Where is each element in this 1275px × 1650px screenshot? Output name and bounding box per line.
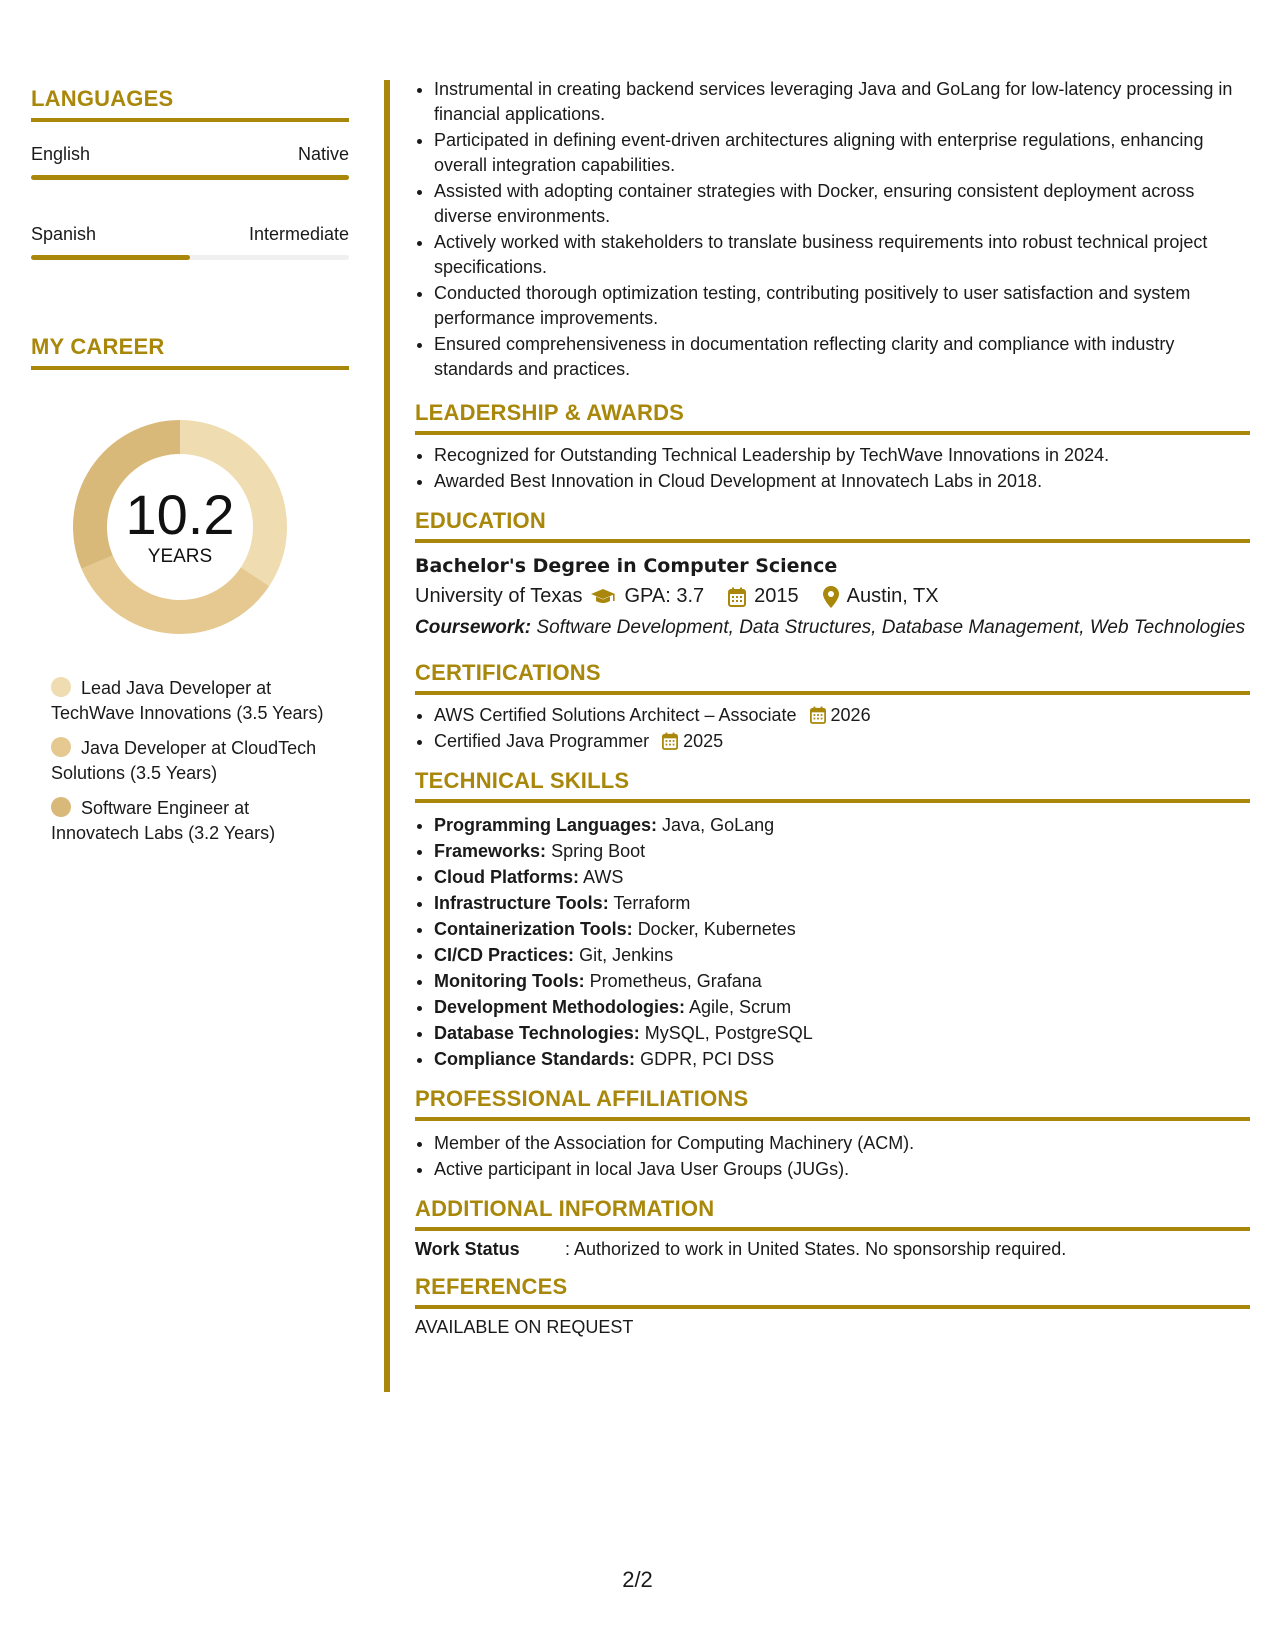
calendar-icon [728,587,746,607]
cert-name: AWS Certified Solutions Architect – Associate [434,705,797,725]
affiliations-section [415,1086,1250,1182]
gpa: GPA: 3.7 [624,585,705,607]
career-heading: MY CAREER [31,334,349,370]
additional-heading: ADDITIONAL INFORMATION [415,1196,1250,1231]
coursework [415,616,1250,640]
affiliations-heading: PROFESSIONAL AFFILIATIONS [415,1086,1250,1121]
skill-value: GDPR, PCI DSS [640,1049,775,1069]
references-section [415,1274,1250,1338]
legend-label: Software Engineer at Innovatech Labs (3.2 Years) [51,798,276,843]
list-item [434,729,1250,754]
list-item [434,865,1250,890]
references-text: AVAILABLE ON REQUEST [415,1317,634,1337]
language-proficiency-fill [31,255,190,260]
skill-value: Terraform [613,893,691,913]
legend-item [51,736,341,786]
left-column [31,86,349,856]
skill-label: Monitoring Tools: [434,971,585,991]
skills-heading: TECHNICAL SKILLS [415,768,1250,803]
location-pin-icon [823,586,839,608]
skill-value: Git, Jenkins [579,945,674,965]
experience-bullets [415,77,1250,382]
school-name: University of Texas [415,585,583,607]
coursework-list: Software Development, Data Structures, Database Management, Web Technologies [536,617,1246,638]
legend-dot [51,797,71,817]
list-item [434,995,1250,1020]
column-divider [384,80,390,1392]
legend-dot [51,737,71,757]
list-item [434,703,1250,728]
skill-value: Prometheus, Grafana [589,971,762,991]
calendar-icon [662,732,678,750]
list-item [434,813,1250,838]
skill-value: Docker, Kubernetes [637,919,796,939]
legend-dot [51,677,71,697]
degree-title: Bachelor's Degree in Computer Science [415,555,838,577]
list-item [434,1021,1250,1046]
list-item [434,969,1250,994]
work-status-value: : Authorized to work in United States. No sponsorship required. [565,1239,1067,1259]
language-proficiency-bar [31,175,349,180]
list-item: • Participated in defining event-driven architectures aligning with enterprise regulations, enhancing overall integration capabilities. [434,128,1250,178]
leadership-section [415,400,1250,494]
list-item: • Assisted with adopting container strategies with Docker, ensuring consistent deployment across diverse environments. [434,179,1250,229]
legend-item [51,676,341,726]
skill-label: Infrastructure Tools: [434,893,609,913]
list-item: • Instrumental in creating backend services leveraging Java and GoLang for low-latency processing in financial applications. [434,77,1250,127]
work-status-row [415,1239,1250,1260]
skill-label: Frameworks: [434,841,547,861]
list-item: • Ensured comprehensiveness in documentation reflecting clarity and compliance with industry standards and practices. [434,332,1250,382]
skill-value: Agile, Scrum [689,997,792,1017]
certifications-heading: CERTIFICATIONS [415,660,1250,695]
languages-heading: LANGUAGES [31,86,349,122]
cert-name: Certified Java Programmer [434,731,650,751]
graduation-year: 2015 [754,585,799,607]
career-total-years: 10.2 [125,483,235,546]
language-proficiency-bar [31,255,349,260]
language-spanish [31,224,349,260]
legend-label: Lead Java Developer at TechWave Innovations (3.5 Years) [51,678,324,723]
career-total-unit: YEARS [147,546,213,567]
list-item: • Conducted thorough optimization testing, contributing positively to user satisfaction and system performance improvements. [434,281,1250,331]
skill-value: MySQL, PostgreSQL [644,1023,813,1043]
leadership-heading: LEADERSHIP & AWARDS [415,400,1250,435]
skill-label: Programming Languages: [434,815,658,835]
language-level: Intermediate [248,224,349,244]
list-item: • Awarded Best Innovation in Cloud Development at Innovatech Labs in 2018. [434,469,1250,494]
list-item [434,1047,1250,1072]
language-name: English [31,144,91,164]
legend-item [51,796,341,846]
list-item: • Recognized for Outstanding Technical Leadership by TechWave Innovations in 2024. [434,443,1250,468]
career-donut-chart [65,412,295,642]
language-name: Spanish [31,224,97,244]
list-item [434,917,1250,942]
skill-label: CI/CD Practices: [434,945,575,965]
education-details [415,585,1250,608]
right-column [415,80,1250,1338]
school-location: Austin, TX [846,585,939,607]
skill-value: Java, GoLang [662,815,775,835]
skill-label: Cloud Platforms: [434,867,580,887]
skill-label: Development Methodologies: [434,997,686,1017]
additional-section [415,1196,1250,1260]
cert-year: 2026 [830,705,871,725]
list-item: • Active participant in local Java User Groups (JUGs). [434,1157,1250,1182]
skill-value: Spring Boot [551,841,646,861]
skill-value: AWS [583,867,624,887]
work-status-label: Work Status [415,1239,520,1259]
list-item: • Actively worked with stakeholders to translate business requirements into robust technical project specifications. [434,230,1250,280]
skill-label: Containerization Tools: [434,919,633,939]
graduation-cap-icon [590,588,616,606]
language-proficiency-fill [31,175,349,180]
coursework-label: Coursework: [415,617,532,638]
list-item [434,839,1250,864]
career-legend [51,676,341,846]
cert-year: 2025 [683,731,724,751]
list-item [434,943,1250,968]
skill-label: Compliance Standards: [434,1049,636,1069]
legend-label: Java Developer at CloudTech Solutions (3.5 Years) [51,738,317,783]
list-item [434,891,1250,916]
education-heading: EDUCATION [415,508,1250,543]
language-english [31,144,349,180]
education-section [415,508,1250,640]
skills-section [415,768,1250,1072]
references-heading: REFERENCES [415,1274,1250,1309]
page-number: 2/2 [622,1567,653,1592]
language-level: Native [297,144,349,164]
calendar-icon [810,706,826,724]
skill-label: Database Technologies: [434,1023,640,1043]
certifications-section [415,660,1250,754]
list-item: • Member of the Association for Computing Machinery (ACM). [434,1131,1250,1156]
